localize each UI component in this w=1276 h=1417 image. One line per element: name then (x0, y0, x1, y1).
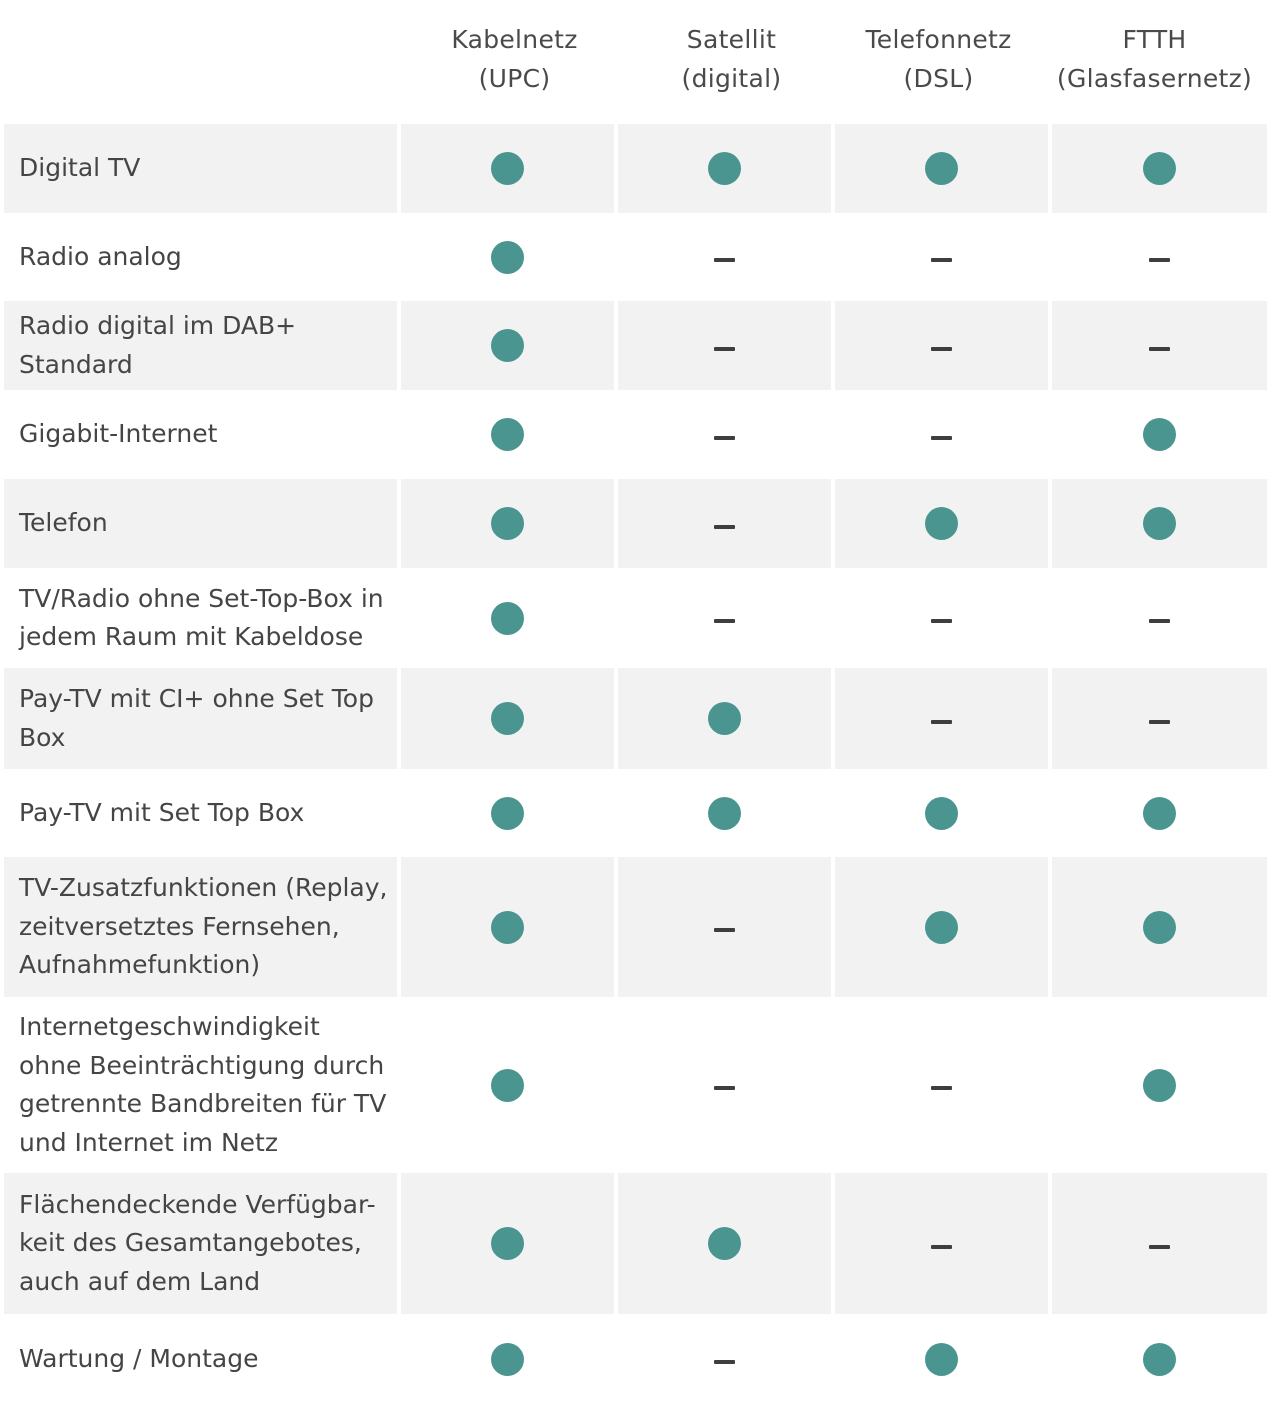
column-header-title: Satellit (686, 25, 777, 54)
feature-cell (835, 769, 1048, 857)
feature-cell (618, 857, 831, 997)
available-dot-icon (708, 152, 741, 185)
feature-cell (1052, 857, 1267, 997)
available-dot-icon (925, 1343, 958, 1376)
feature-cell (835, 857, 1048, 997)
column-header-subtitle: (digital) (681, 64, 782, 93)
feature-cell (401, 479, 614, 568)
unavailable-dash-icon (714, 258, 735, 262)
feature-cell (835, 301, 1048, 390)
feature-cell (401, 124, 614, 213)
unavailable-dash-icon (714, 1086, 735, 1090)
row-label: Pay-TV mit CI+ ohne Set Top Box (19, 684, 374, 752)
table-row (0, 479, 1276, 568)
row-label-cell (4, 568, 397, 668)
row-label: Gigabit-Internet (19, 419, 218, 449)
table-row (0, 997, 1276, 1173)
feature-cell (835, 124, 1048, 213)
feature-cell (835, 568, 1048, 668)
available-dot-icon (1143, 797, 1176, 830)
feature-cell (401, 390, 614, 479)
unavailable-dash-icon (1149, 619, 1170, 623)
row-label-cell (4, 668, 397, 769)
available-dot-icon (491, 702, 524, 735)
feature-cell (1052, 1314, 1267, 1404)
table-body (0, 124, 1276, 1404)
feature-cell (1052, 1173, 1267, 1314)
unavailable-dash-icon (931, 1086, 952, 1090)
feature-cell (835, 668, 1048, 769)
feature-cell (835, 997, 1048, 1173)
feature-cell (618, 124, 831, 213)
row-label: Radio analog (19, 241, 182, 271)
row-label: TV/Radio ohne Set-Top-Box in jedem Raum mit Kabeldose (19, 583, 384, 651)
available-dot-icon (491, 1227, 524, 1260)
column-header-subtitle: (UPC) (478, 64, 551, 93)
table-row (0, 1314, 1276, 1404)
feature-cell (1052, 479, 1267, 568)
unavailable-dash-icon (931, 436, 952, 440)
table-row (0, 1173, 1276, 1314)
row-label: Telefon (19, 508, 108, 538)
unavailable-dash-icon (931, 347, 952, 351)
table-row (0, 390, 1276, 479)
table-row (0, 769, 1276, 857)
feature-cell (618, 1314, 831, 1404)
row-label-cell (4, 213, 397, 301)
feature-cell (618, 301, 831, 390)
feature-cell (835, 1173, 1048, 1314)
feature-cell (618, 479, 831, 568)
unavailable-dash-icon (714, 347, 735, 351)
available-dot-icon (925, 911, 958, 944)
row-label: Flächendeckende Verfügbar-keit des Gesamtangebotes, auch auf dem Land (19, 1189, 376, 1296)
column-header-subtitle: (Glasfasernetz) (1056, 64, 1253, 93)
feature-cell (835, 213, 1048, 301)
feature-cell (401, 213, 614, 301)
table-row (0, 124, 1276, 213)
unavailable-dash-icon (1149, 347, 1170, 351)
available-dot-icon (925, 507, 958, 540)
feature-cell (618, 213, 831, 301)
available-dot-icon (1143, 1343, 1176, 1376)
feature-cell (1052, 213, 1267, 301)
feature-cell (401, 568, 614, 668)
available-dot-icon (491, 241, 524, 274)
available-dot-icon (1143, 418, 1176, 451)
table-row (0, 301, 1276, 390)
available-dot-icon (708, 1227, 741, 1260)
feature-cell (835, 390, 1048, 479)
row-label-cell (4, 1173, 397, 1314)
row-label-cell (4, 124, 397, 213)
available-dot-icon (491, 507, 524, 540)
available-dot-icon (491, 602, 524, 635)
column-header-subtitle: (DSL) (903, 64, 974, 93)
feature-cell (401, 769, 614, 857)
table-row (0, 668, 1276, 769)
available-dot-icon (491, 1343, 524, 1376)
unavailable-dash-icon (714, 619, 735, 623)
feature-cell (1052, 124, 1267, 213)
feature-cell (618, 997, 831, 1173)
column-header-satellit (623, 20, 840, 98)
unavailable-dash-icon (931, 720, 952, 724)
unavailable-dash-icon (714, 436, 735, 440)
unavailable-dash-icon (1149, 258, 1170, 262)
table-row (0, 213, 1276, 301)
feature-cell (401, 1173, 614, 1314)
column-header-telefonnetz (830, 20, 1047, 98)
table-row (0, 568, 1276, 668)
row-label-cell (4, 1314, 397, 1404)
unavailable-dash-icon (714, 1360, 735, 1364)
row-label: Digital TV (19, 153, 141, 183)
available-dot-icon (708, 702, 741, 735)
column-header-kabelnetz (406, 20, 623, 98)
row-label-cell (4, 479, 397, 568)
column-header-title: Telefonnetz (865, 25, 1012, 54)
unavailable-dash-icon (931, 619, 952, 623)
table-row (0, 857, 1276, 997)
available-dot-icon (1143, 911, 1176, 944)
column-header-title: Kabelnetz (451, 25, 578, 54)
row-label: Radio digital im DAB+ Standard (19, 311, 297, 379)
feature-cell (401, 1314, 614, 1404)
available-dot-icon (491, 418, 524, 451)
row-label-cell (4, 857, 397, 997)
column-header-title: FTTH (1122, 25, 1187, 54)
row-label: Internetgeschwindigkeit ohne Beeinträchtigung durch getrennte Bandbreiten für TV und Internet im Netz (19, 1012, 387, 1157)
unavailable-dash-icon (714, 525, 735, 529)
row-label: TV-Zusatzfunktionen (Replay, zeitversetztes Fernsehen, Aufnahmefunktion) (19, 873, 388, 980)
row-label-cell (4, 997, 397, 1173)
feature-cell (835, 1314, 1048, 1404)
feature-cell (618, 568, 831, 668)
feature-cell (401, 857, 614, 997)
available-dot-icon (1143, 152, 1176, 185)
column-header-ftth (1046, 20, 1263, 98)
feature-cell (618, 1173, 831, 1314)
available-dot-icon (925, 797, 958, 830)
feature-cell (1052, 390, 1267, 479)
feature-cell (618, 769, 831, 857)
table-header (0, 0, 1276, 124)
available-dot-icon (1143, 507, 1176, 540)
unavailable-dash-icon (1149, 1245, 1170, 1249)
row-label-cell (4, 769, 397, 857)
feature-cell (618, 390, 831, 479)
available-dot-icon (925, 152, 958, 185)
feature-cell (1052, 668, 1267, 769)
feature-cell (401, 301, 614, 390)
available-dot-icon (491, 1069, 524, 1102)
available-dot-icon (491, 152, 524, 185)
feature-cell (401, 668, 614, 769)
feature-cell (1052, 568, 1267, 668)
available-dot-icon (491, 797, 524, 830)
unavailable-dash-icon (1149, 720, 1170, 724)
feature-cell (835, 479, 1048, 568)
row-label: Pay-TV mit Set Top Box (19, 797, 305, 827)
available-dot-icon (1143, 1069, 1176, 1102)
row-label-cell (4, 390, 397, 479)
unavailable-dash-icon (931, 258, 952, 262)
feature-cell (401, 997, 614, 1173)
available-dot-icon (708, 797, 741, 830)
row-label-cell (4, 301, 397, 390)
feature-cell (1052, 769, 1267, 857)
row-label: Wartung / Montage (19, 1343, 259, 1373)
feature-cell (618, 668, 831, 769)
available-dot-icon (491, 329, 524, 362)
feature-cell (1052, 997, 1267, 1173)
unavailable-dash-icon (714, 928, 735, 932)
feature-cell (1052, 301, 1267, 390)
unavailable-dash-icon (931, 1245, 952, 1249)
available-dot-icon (491, 911, 524, 944)
